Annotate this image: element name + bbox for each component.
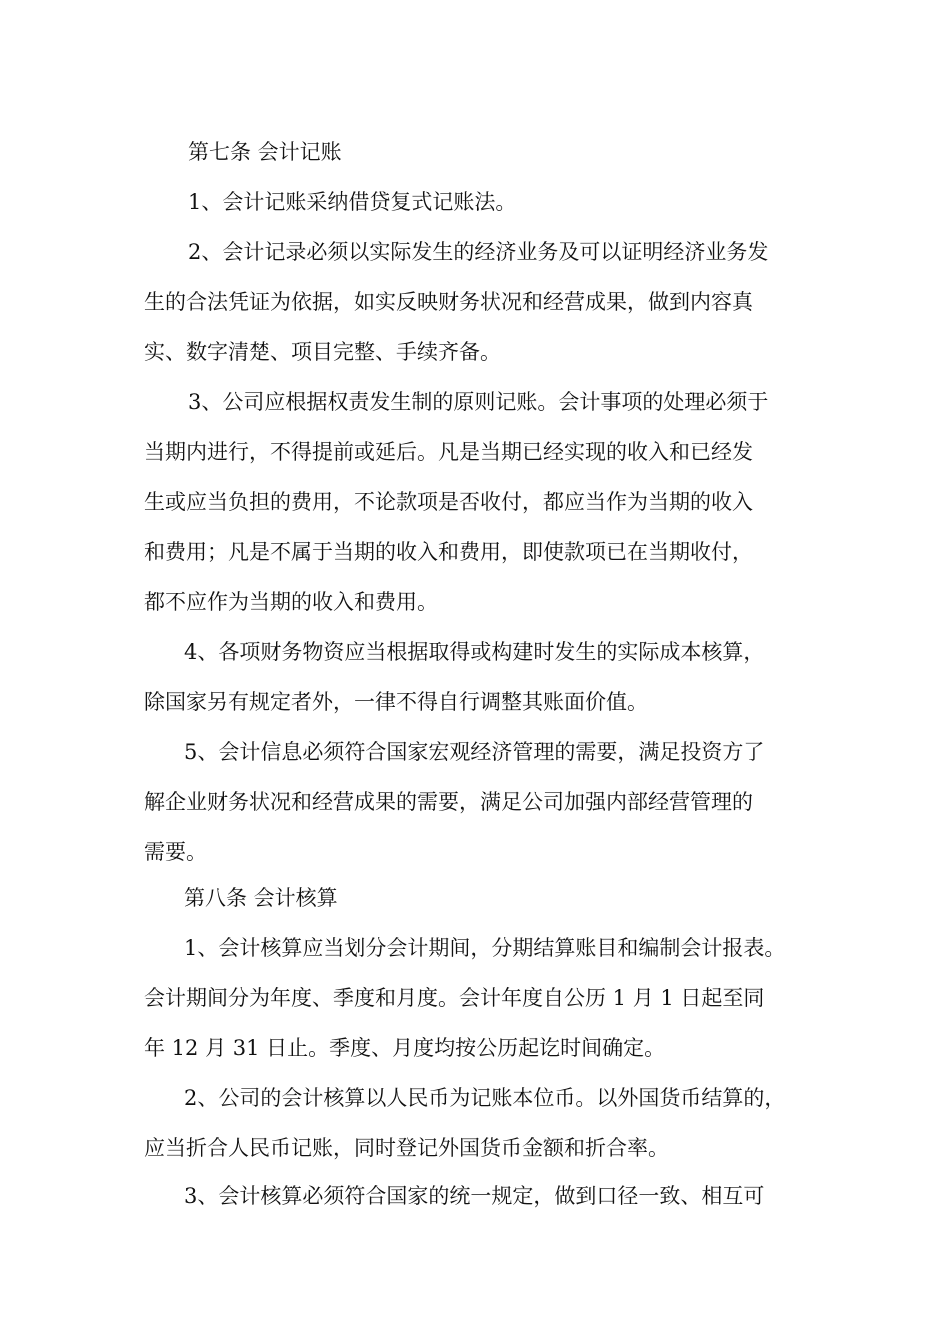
section-7-item-2 — [144, 227, 824, 377]
section-8-item-3 — [144, 1171, 824, 1221]
section-8-item-1 — [144, 923, 824, 1073]
paragraph-line: 解企业财务状况和经营成果的需要，满足公司加强内部经营管理的 — [144, 790, 753, 814]
paragraph-line: 除国家另有规定者外，一律不得自行调整其账面价值。 — [144, 690, 648, 714]
paragraph-line: 生的合法凭证为依据，如实反映财务状况和经营成果，做到内容真 — [144, 290, 753, 314]
paragraph-line: 2、会计记录必须以实际发生的经济业务及可以证明经济业务发 — [188, 240, 769, 264]
heading-text: 第七条 会计记账 — [188, 140, 342, 164]
paragraph-line: 4、各项财务物资应当根据取得或构建时发生的实际成本核算， — [184, 640, 765, 664]
paragraph-line: 需要。 — [144, 840, 207, 864]
paragraph-line: 当期内进行，不得提前或延后。凡是当期已经实现的收入和已经发 — [144, 440, 753, 464]
paragraph-line: 2、公司的会计核算以人民币为记账本位币。以外国货币结算的， — [184, 1086, 786, 1110]
paragraph-line: 生或应当负担的费用，不论款项是否收付，都应当作为当期的收入 — [144, 490, 753, 514]
paragraph-line: 1、会计记账采纳借贷复式记账法。 — [188, 190, 517, 214]
paragraph-line: 年 12 月 31 日止。季度、月度均按公历起讫时间确定。 — [144, 1036, 666, 1060]
paragraph-line: 和费用；凡是不属于当期的收入和费用，即使款项已在当期收付， — [144, 540, 753, 564]
paragraph-line: 实、数字清楚、项目完整、手续齐备。 — [144, 340, 501, 364]
heading-text: 第八条 会计核算 — [184, 886, 338, 910]
section-8-heading — [144, 873, 824, 923]
paragraph-line: 应当折合人民币记账，同时登记外国货币金额和折合率。 — [144, 1136, 669, 1160]
section-7-item-5 — [144, 727, 824, 877]
paragraph-line: 5、会计信息必须符合国家宏观经济管理的需要，满足投资方了 — [184, 740, 765, 764]
paragraph-line: 3、公司应根据权责发生制的原则记账。会计事项的处理必须于 — [188, 390, 769, 414]
paragraph-line: 1、会计核算应当划分会计期间，分期结算账目和编制会计报表。 — [184, 936, 786, 960]
section-7-item-3 — [144, 377, 824, 627]
paragraph-line: 3、会计核算必须符合国家的统一规定，做到口径一致、相互可 — [184, 1184, 765, 1208]
section-8-item-2 — [144, 1073, 824, 1173]
paragraph-line: 会计期间分为年度、季度和月度。会计年度自公历 1 月 1 日起至同 — [144, 986, 765, 1010]
section-7-heading — [144, 127, 824, 177]
paragraph-line: 都不应作为当期的收入和费用。 — [144, 590, 438, 614]
section-7-item-1 — [144, 177, 824, 227]
section-7-item-4 — [144, 627, 824, 727]
